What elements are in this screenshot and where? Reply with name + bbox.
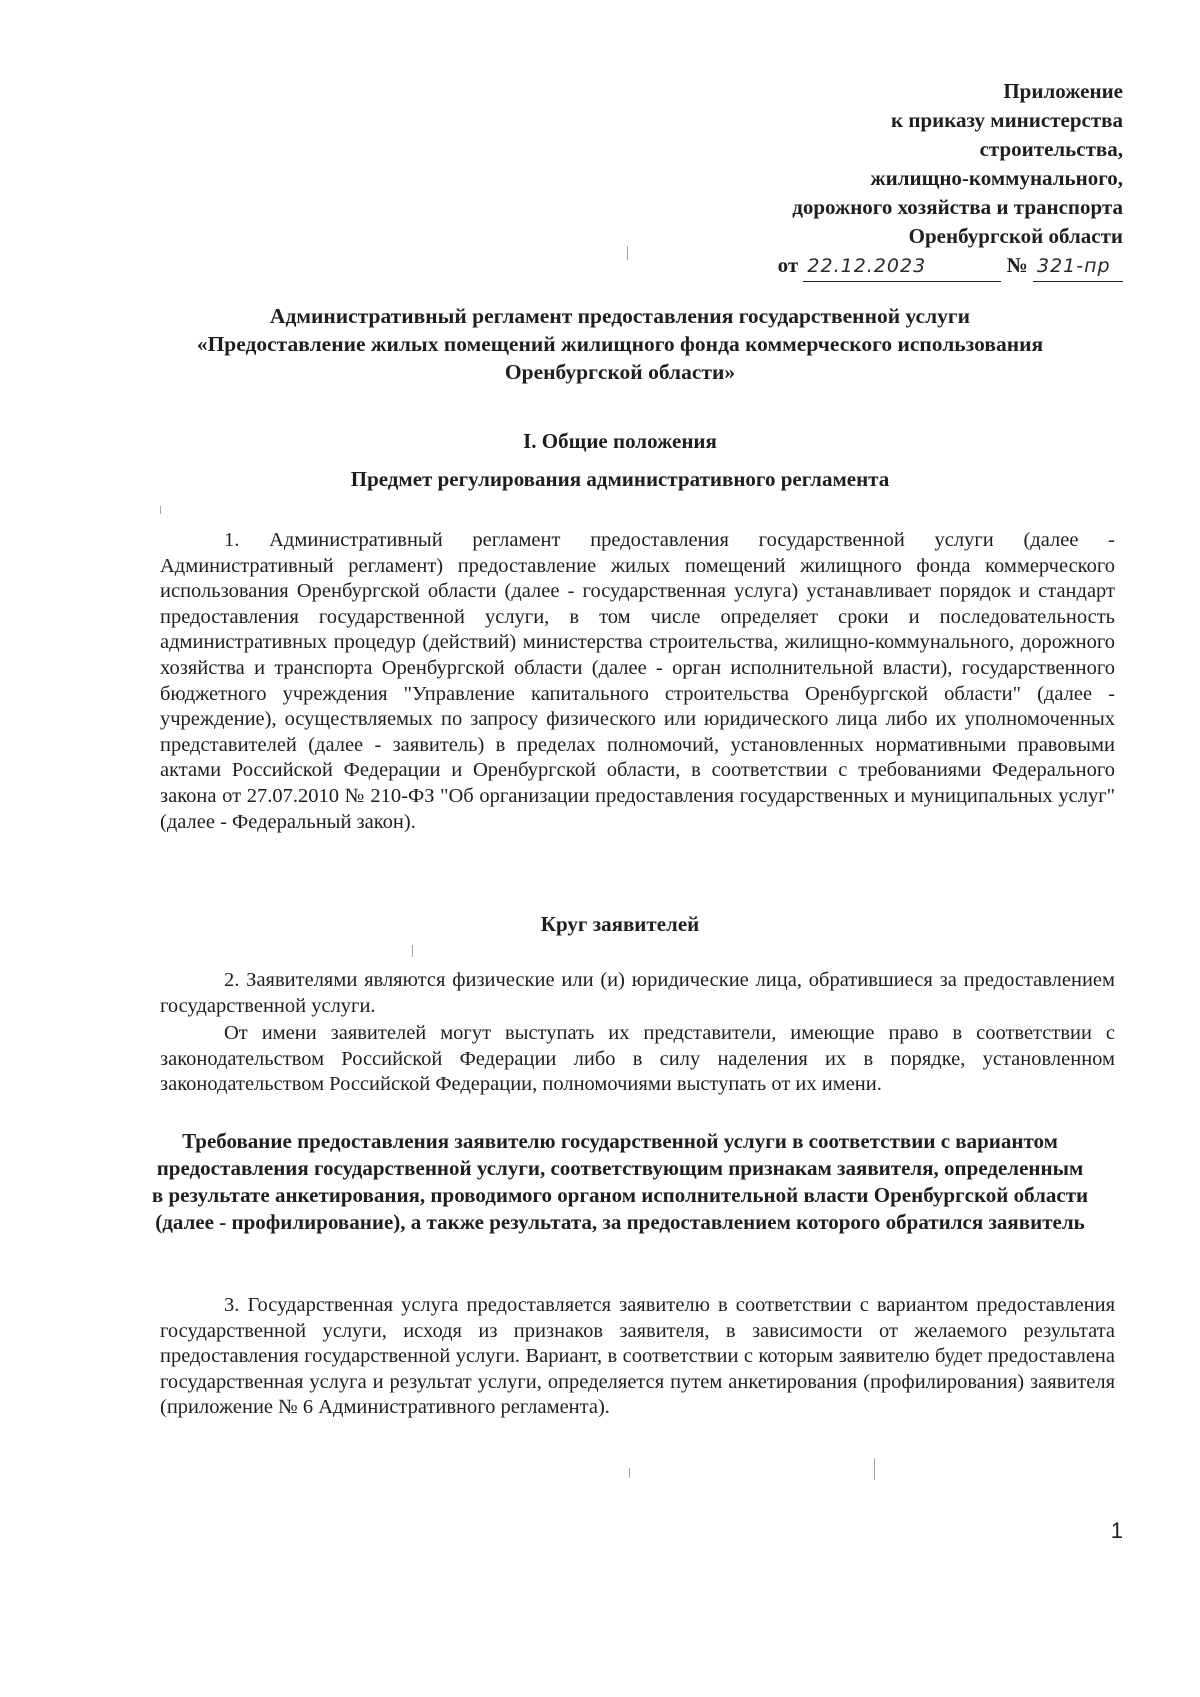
section-heading: I. Общие положения (523, 429, 717, 453)
scan-mark (160, 506, 161, 514)
title-line: Административный регламент предоставления государственной услуги (269, 304, 971, 328)
paragraph-2: 2. Заявителями являются физические или (и) юридические лица, обратившиеся за предоставлением государственной услуги. (160, 969, 1115, 1017)
scan-mark (412, 945, 413, 957)
requirement-heading: Требование предоставления заявителю государственной услуги в соответствии с вариантом предоставления государственной услуги, соответствующим признакам заявителя, определенным в результате анкетирования, проводимого органом исполнительной власти Оренбургской области (далее - профилирование), а также результата, за предоставлением которого обратился заявитель (151, 1129, 1089, 1234)
scan-mark (627, 246, 628, 260)
header-line: к приказу министерства (891, 108, 1123, 132)
header-line: Оренбургской области (908, 224, 1123, 248)
handwritten-number: 321-пр (1033, 252, 1123, 282)
applicants-heading: Круг заявителей (540, 912, 700, 936)
from-label: от (777, 253, 799, 277)
header-line: жилищно-коммунального, (870, 166, 1123, 190)
order-date-number (778, 251, 1123, 282)
paragraph-1: 1. Административный регламент предоставления государственной услуги (далее - Административный регламент) предоставление жилых помещений жилищного фонда коммерческого использования Оренбургской области (далее - государственная услуга) устанавливает порядок и стандарт предоставления государственной услуги, в том числе определяет сроки и последовательность административных процедур (действий) министерства строительства, жилищно-коммунального, дорожного хозяйства и транспорта Оренбургской области (далее - орган исполнительной власти), государственного бюджетного учреждения "Управление капитального строительства Оренбургской области" (далее - учреждение), осуществляемых по запросу физического или юридического лица либо их уполномоченных представителей (далее - заявитель) в пределах полномочий, установленных нормативными правовыми актами Российской Федерации и Оренбургской области, в соответствии с требованиями Федерального закона от 27.07.2010 № 210-ФЗ "Об организации предоставления государственных и муниципальных услуг" (далее - Федеральный закон). (160, 529, 1115, 833)
appendix-header (778, 77, 1123, 282)
scan-mark (874, 1458, 875, 1480)
header-line: строительства, (979, 137, 1123, 161)
title-line: Оренбургской области» (504, 360, 736, 384)
number-label: № (1006, 253, 1028, 277)
header-line: дорожного хозяйства и транспорта (792, 195, 1123, 219)
document-title (150, 302, 1090, 386)
paragraph-2-representatives: От имени заявителей могут выступать их представители, имеющие право в соответствии с законодательством Российской Федерации либо в силу наделения их в порядке, установленном законодательством Российской Федерации, полномочиями выступать от их имени. (160, 1022, 1115, 1096)
handwritten-date: 22.12.2023 (803, 252, 1001, 282)
header-line: Приложение (1003, 79, 1123, 103)
subsection-heading: Предмет регулирования административного регламента (350, 467, 890, 491)
paragraph-3: 3. Государственная услуга предоставляется заявителю в соответствии с вариантом предоставления государственной услуги, исходя из признаков заявителя, в зависимости от желаемого результата предоставления государственной услуги. Вариант, в соответствии с которым заявителю будет предоставлена государственная услуга и результат услуги, определяется путем анкетирования (профилирования) заявителя (приложение № 6 Административного регламента). (160, 1294, 1115, 1419)
title-line: «Предоставление жилых помещений жилищного фонда коммерческого использования (196, 332, 1044, 356)
scan-mark (629, 1468, 630, 1478)
page-number: 1 (1110, 1518, 1123, 1543)
